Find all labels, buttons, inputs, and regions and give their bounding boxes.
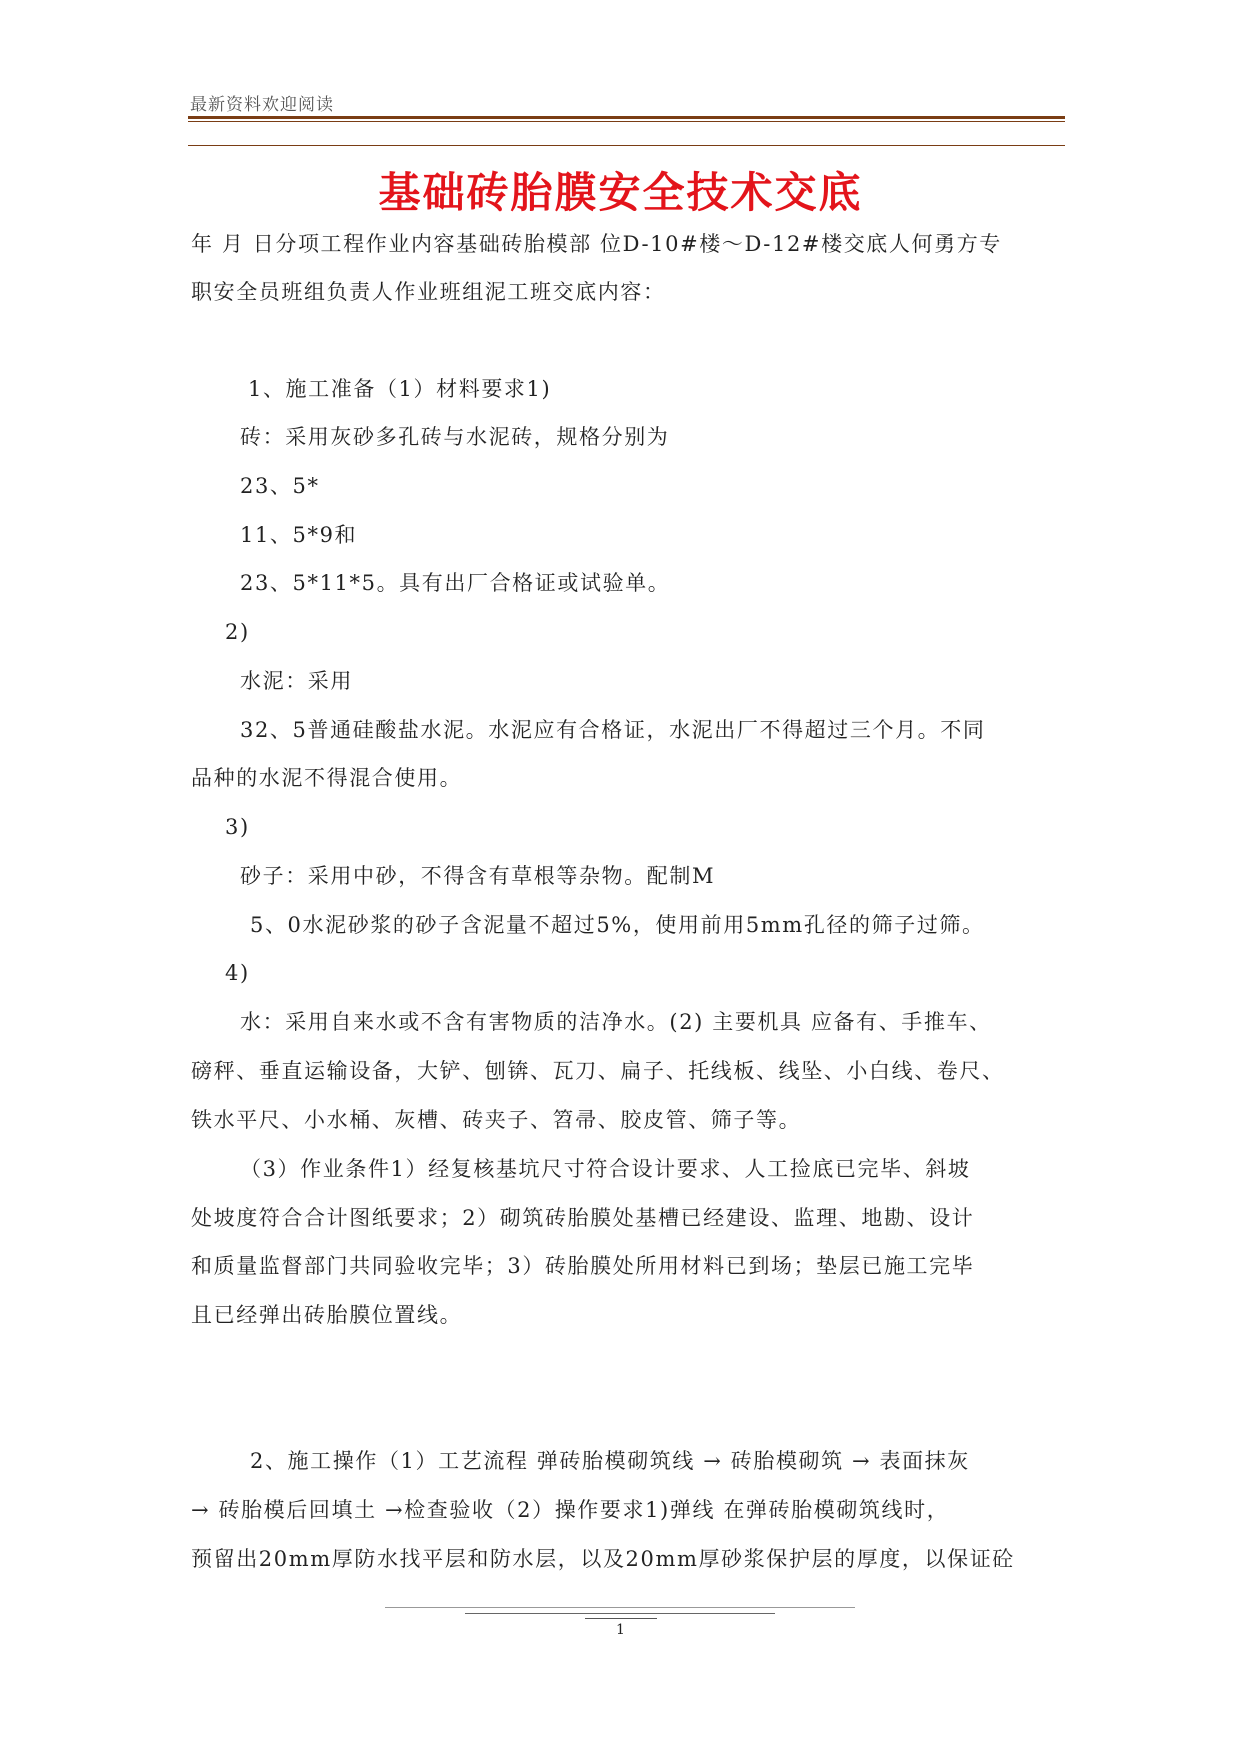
body-line: 3) — [225, 815, 250, 839]
body-line: 1、施工准备（1）材料要求1) — [248, 377, 552, 401]
body-line: 32、5普通硅酸盐水泥。水泥应有合格证，水泥出厂不得超过三个月。不同 — [240, 718, 986, 742]
body-line: 磅秤、垂直运输设备，大铲、刨锛、瓦刀、扁子、托线板、线坠、小白线、卷尺、 — [191, 1059, 1005, 1083]
body-line: 23、5*11*5。具有出厂合格证或试验单。 — [240, 571, 671, 595]
body-line: 预留出20mm厚防水找平层和防水层，以及20mm厚砂浆保护层的厚度，以保证砼 — [191, 1547, 1015, 1571]
body-line: 11、5*9和 — [240, 523, 358, 547]
body-line: 年 月 日分项工程作业内容基础砖胎模部 位D-10#楼～D-12#楼交底人何勇方专 — [191, 232, 1002, 256]
body-line: 水：采用自来水或不含有害物质的洁净水。(2) 主要机具 应备有、手推车、 — [240, 1010, 992, 1034]
body-line: 5、0水泥砂浆的砂子含泥量不超过5%，使用前用5mm孔径的筛子过筛。 — [250, 913, 985, 937]
body-line: 品种的水泥不得混合使用。 — [191, 766, 463, 790]
body-line: 铁水平尺、小水桶、灰槽、砖夹子、笤帚、胶皮管、筛子等。 — [191, 1108, 802, 1132]
body-line: 且已经弹出砖胎膜位置线。 — [191, 1303, 463, 1327]
document-title: 基础砖胎膜安全技术交底 — [378, 168, 863, 217]
body-line: 23、5* — [240, 474, 320, 498]
body-line: → 砖胎模后回填土 →检查验收（2）操作要求1)弹线 在弹砖胎模砌筑线时， — [191, 1498, 950, 1522]
header-rule-bottom — [188, 145, 1065, 146]
body-line: （3）作业条件1）经复核基坑尺寸符合设计要求、人工捡底已完毕、斜坡 — [240, 1157, 971, 1181]
body-line: 2) — [225, 620, 250, 644]
body-line: 和质量监督部门共同验收完毕；3）砖胎膜处所用材料已到场；垫层已施工完毕 — [191, 1254, 975, 1278]
page-number: 1 — [616, 1622, 625, 1638]
page-header-text: 最新资料欢迎阅读 — [190, 95, 334, 115]
header-rule-thick — [188, 116, 1065, 119]
header-rule-thin — [188, 121, 1065, 122]
body-line: 职安全员班组负责人作业班组泥工班交底内容： — [191, 280, 666, 304]
body-line: 处坡度符合合计图纸要求；2）砌筑砖胎膜处基槽已经建设、监理、地勘、设计 — [191, 1206, 975, 1230]
body-line: 4) — [225, 961, 250, 985]
body-line: 水泥：采用 — [240, 669, 353, 693]
body-line: 2、施工操作（1）工艺流程 弹砖胎模砌筑线 → 砖胎模砌筑 → 表面抹灰 — [250, 1449, 970, 1473]
footer-rule — [465, 1613, 775, 1614]
body-line: 砂子：采用中砂，不得含有草根等杂物。配制M — [240, 864, 716, 888]
footer-rule — [385, 1607, 855, 1608]
footer-rule — [585, 1618, 657, 1619]
body-line: 砖：采用灰砂多孔砖与水泥砖，规格分别为 — [240, 425, 670, 449]
